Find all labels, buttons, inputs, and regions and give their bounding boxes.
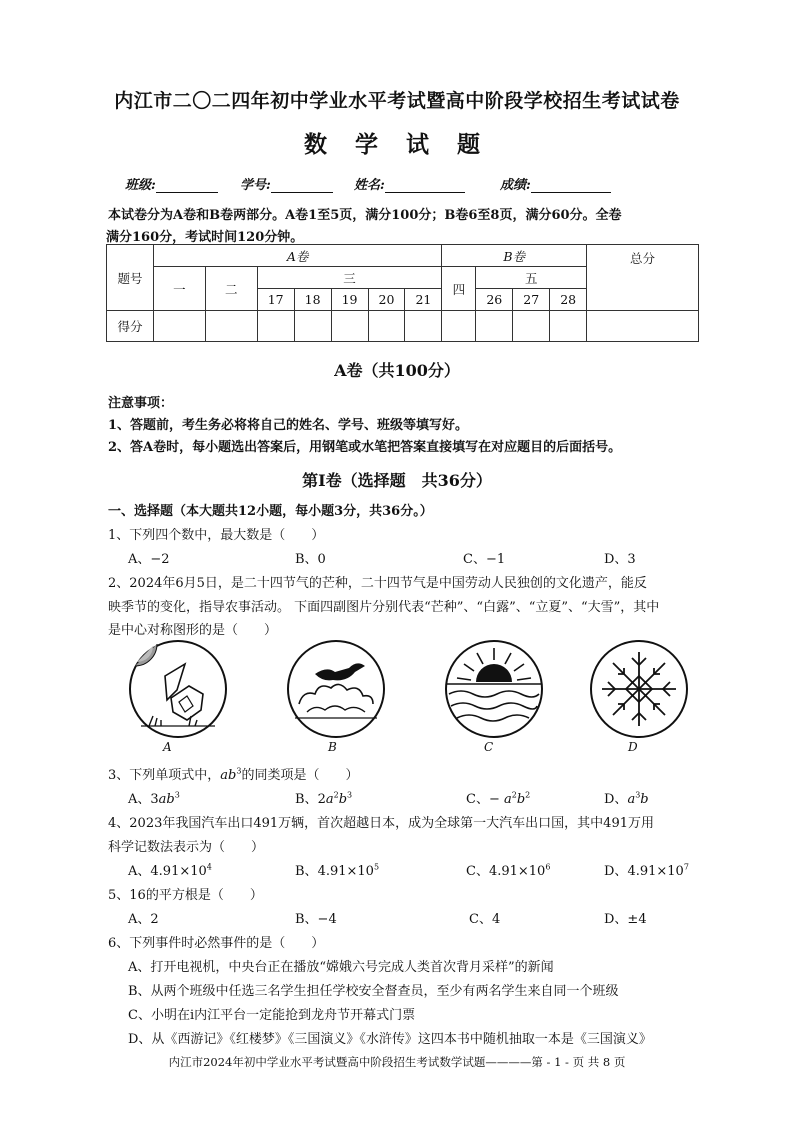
number-field: 学号:: [240, 174, 333, 193]
q3-option-d[interactable]: D、$a^3b$: [604, 790, 649, 807]
q28-cell: 28: [550, 289, 587, 311]
q3-option-a[interactable]: A、$3ab^3$: [128, 790, 180, 807]
a-juan-cell: A卷: [153, 245, 441, 267]
q26-cell: 26: [476, 289, 513, 311]
part-2-cell: 二: [205, 267, 257, 311]
figure-b[interactable]: [285, 638, 387, 740]
name-field: 姓名:: [354, 174, 465, 193]
q4-option-c[interactable]: C、$4.91\times 10^6$: [466, 862, 551, 879]
q5-option-a[interactable]: A、2: [128, 912, 159, 927]
note-2: 2、答A卷时，每小题选出答案后，用钢笔或水笔把答案直接填写在对应题目的后面括号。: [108, 440, 622, 455]
part1-intro: 一、选择题（本大题共12小题，每小题3分，共36分。）: [108, 504, 433, 519]
q6-option-d[interactable]: D、从《西游记》《红楼梦》《三国演义》《水浒传》这四本书中随机抽取一本是《三国演义》: [128, 1032, 652, 1047]
grain-season-icon: [127, 638, 229, 740]
notes-title: 注意事项：: [108, 396, 174, 411]
q3-stem: 3、下列单项式中，$ab^3$的同类项是（ ）: [108, 766, 359, 783]
q20-cell: 20: [368, 289, 405, 311]
page-footer: 内江市2024年初中学业水平考试暨高中阶段招生考试数学试题————第 - 1 - 页 共 8 页: [168, 1055, 626, 1069]
figure-d-caption: D: [628, 740, 638, 754]
part-3-cell: 三: [257, 267, 442, 289]
part-5-cell: 五: [476, 267, 587, 289]
defen-cell: 得分: [107, 311, 154, 342]
score-input-21[interactable]: [405, 311, 442, 342]
q5-option-c[interactable]: C、4: [469, 912, 501, 927]
score-table: [106, 244, 699, 342]
q6-option-c[interactable]: C、小明在i内江平台一定能抢到龙舟节开幕式门票: [128, 1008, 416, 1023]
figure-c[interactable]: [443, 638, 545, 740]
class-field: 班级:: [125, 174, 218, 193]
score-input-18[interactable]: [294, 311, 331, 342]
q2-line-1: 2、2024年6月5日，是二十四节气的芒种，二十四节气是中国劳动人民独创的文化遗产，能反: [108, 576, 647, 591]
part-4-cell: 四: [442, 267, 476, 311]
q5-option-b[interactable]: B、−4: [295, 912, 337, 927]
score-input-17[interactable]: [257, 311, 294, 342]
snowflake-icon: [588, 638, 690, 740]
part-1-cell: 一: [153, 267, 205, 311]
section-a-heading: A卷（共100分）: [334, 361, 460, 380]
score-input-20[interactable]: [368, 311, 405, 342]
q3-option-c[interactable]: C、− $a^2b^2$: [466, 790, 531, 807]
q5-option-d[interactable]: D、±4: [604, 912, 647, 927]
q2-line-3: 是中心对称图形的是（ ）: [108, 623, 278, 638]
score-input-28[interactable]: [550, 311, 587, 342]
q17-cell: 17: [257, 289, 294, 311]
score-input-2[interactable]: [205, 311, 257, 342]
exam-title: 内江市二〇二四年初中学业水平考试暨高中阶段学校招生考试试卷: [114, 90, 680, 112]
figure-b-caption: B: [328, 740, 337, 754]
note-1: 1、答题前，考生务必将将自己的姓名、学号、班级等填写好。: [108, 418, 469, 433]
figure-c-caption: C: [484, 740, 494, 754]
q4-line-1: 4、2023年我国汽车出口491万辆，首次超越日本，成为全球第一大汽车出口国，其中491万用: [108, 816, 654, 831]
q2-line-2: 映季节的变化，指导农事活动。 下面四副图片分别代表“芒种”、“白露”、“立夏”、“大雪”，其中: [108, 600, 660, 615]
tihao-cell: 题号: [107, 245, 154, 311]
exam-subtitle: 数 学 试 题: [303, 131, 491, 158]
q4-option-d[interactable]: D、$4.91\times 10^7$: [604, 862, 689, 879]
white-dew-icon: [285, 638, 387, 740]
q6-stem: 6、下列事件时必然事件的是（ ）: [108, 936, 325, 951]
q27-cell: 27: [513, 289, 550, 311]
score-input-1[interactable]: [153, 311, 205, 342]
q4-line-2: 科学记数法表示为（ ）: [108, 840, 265, 855]
total-cell: 总分: [587, 245, 699, 311]
q6-option-b[interactable]: B、从两个班级中任选三名学生担任学校安全督查员，至少有两名学生来自同一个班级: [128, 984, 619, 999]
q4-option-b[interactable]: B、$4.91\times 10^5$: [295, 862, 380, 879]
q1-option-c[interactable]: C、−1: [463, 552, 506, 567]
q1-option-b[interactable]: B、0: [295, 552, 326, 567]
q21-cell: 21: [405, 289, 442, 311]
q1-stem: 1、下列四个数中，最大数是（ ）: [108, 528, 325, 543]
score-input-19[interactable]: [331, 311, 368, 342]
q3-option-b[interactable]: B、$2a^2b^3$: [295, 790, 353, 807]
figure-a-caption: A: [163, 740, 172, 754]
q1-option-a[interactable]: A、−2: [128, 552, 170, 567]
q18-cell: 18: [294, 289, 331, 311]
q1-option-d[interactable]: D、3: [604, 552, 636, 567]
intro-line-1: 本试卷分为A卷和B卷两部分。A卷1至5页，满分100分；B卷6至8页，满分60分。全卷: [108, 208, 622, 223]
figure-d[interactable]: [588, 638, 690, 740]
q19-cell: 19: [331, 289, 368, 311]
score-input-total[interactable]: [587, 311, 699, 342]
score-input-27[interactable]: [513, 311, 550, 342]
score-input-4[interactable]: [442, 311, 476, 342]
q6-option-a[interactable]: A、打开电视机，中央台正在播放“嫦娥六号完成人类首次背月采样”的新闻: [128, 960, 554, 975]
part1-heading: 第Ⅰ卷（选择题 共36分）: [302, 471, 492, 490]
summer-begin-icon: [443, 638, 545, 740]
intro-line-2: 满分160分，考试时间120分钟。: [106, 230, 304, 245]
score-field: 成绩:: [500, 174, 611, 193]
b-juan-cell: B卷: [442, 245, 587, 267]
q5-stem: 5、16的平方根是（ ）: [108, 888, 263, 903]
score-input-26[interactable]: [476, 311, 513, 342]
figure-a[interactable]: [127, 638, 229, 740]
q4-option-a[interactable]: A、$4.91\times 10^4$: [128, 862, 212, 879]
